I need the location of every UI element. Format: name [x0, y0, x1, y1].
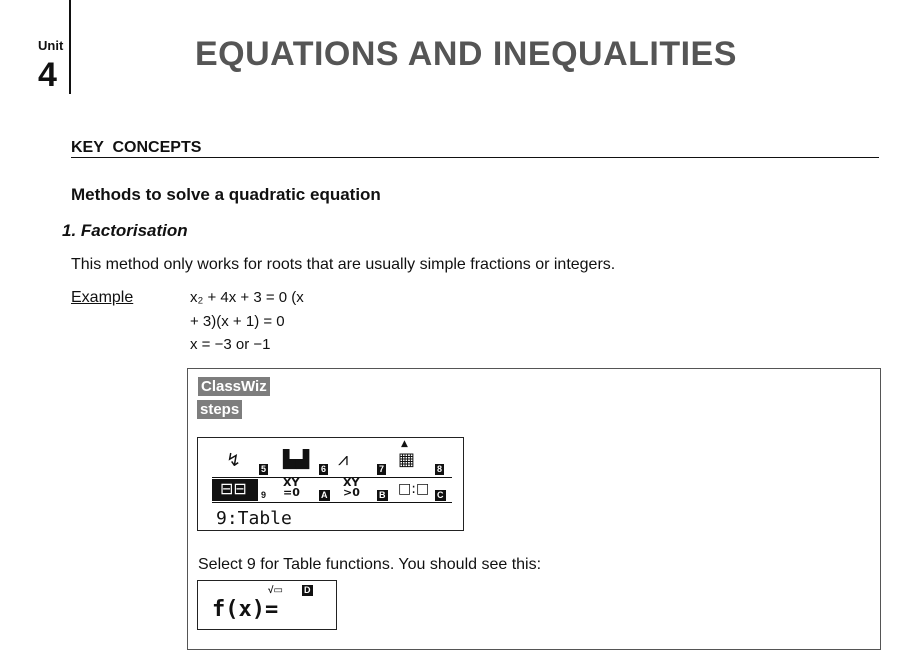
steps-tag: steps: [197, 400, 242, 419]
menu-number-7: 7: [379, 464, 385, 474]
selected-menu-label: 9:Table: [216, 508, 292, 529]
equation-line-3: x = −3 or −1: [190, 336, 271, 353]
example-label: Example: [71, 289, 134, 306]
equation-line-1: x₂ + 4x + 3 = 0 (x: [190, 289, 304, 306]
spreadsheet-icon: ▦: [398, 449, 416, 470]
classwiz-tag: ClassWiz: [198, 377, 270, 396]
degree-indicator: D: [304, 585, 311, 595]
equation-line-2: + 3)(x + 1) = 0: [190, 313, 285, 330]
function-entry-screen: [197, 580, 337, 630]
menu-number-8: 8: [437, 464, 443, 474]
recurring-icon: ↯: [226, 450, 242, 471]
subsection-heading: 1. Factorisation: [62, 221, 188, 240]
distribution-icon: ⩘: [338, 449, 349, 470]
ratio-icon: □:□: [398, 481, 430, 497]
scroll-up-icon: ▲: [401, 439, 408, 449]
function-expression: f(x)=: [212, 597, 279, 622]
menu-number-c: C: [437, 490, 444, 500]
menu-number-5: 5: [261, 464, 267, 474]
section-heading: Methods to solve a quadratic equation: [71, 185, 381, 204]
equation-icon: XY =0: [283, 476, 300, 499]
menu-number-9: 9: [261, 490, 267, 500]
key-concepts-rule: [71, 157, 879, 158]
math-mode-icon: √▭: [268, 585, 283, 596]
calculator-menu-screen: [197, 437, 464, 531]
menu-row-divider-1: [212, 477, 452, 478]
menu-number-a: A: [321, 490, 328, 500]
key-concepts-heading: KEY CONCEPTS: [71, 139, 202, 156]
menu-row-divider-2: [212, 502, 452, 503]
menu-number-6: 6: [321, 464, 327, 474]
inequality-icon: XY >0: [343, 476, 360, 499]
unit-number: 4: [38, 56, 57, 94]
statistics-icon: ▙▟: [283, 450, 310, 470]
page-title: EQUATIONS AND INEQUALITIES: [195, 35, 737, 73]
description-text: This method only works for roots that are usually simple fractions or integers.: [71, 256, 616, 273]
unit-label: Unit: [38, 38, 64, 53]
instruction-text: Select 9 for Table functions. You should see this:: [198, 556, 542, 573]
table-icon: ⊟⊟: [220, 479, 247, 498]
unit-divider: [69, 0, 71, 94]
menu-number-b: B: [379, 490, 386, 500]
